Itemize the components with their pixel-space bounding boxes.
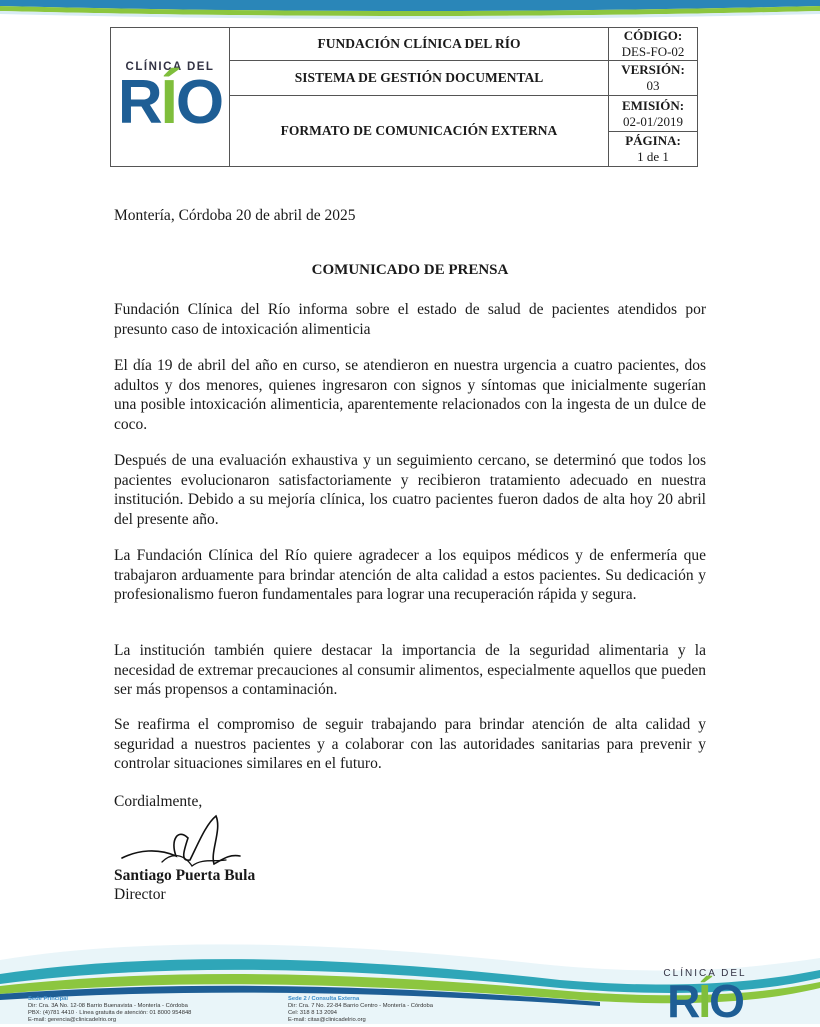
signer-role: Director (114, 886, 166, 903)
main-office-address: Dir: Cra. 3A No. 12-08 Barrio Buenavista - Montería - Córdoba (28, 1003, 188, 1009)
version-cell (609, 61, 698, 96)
main-office-phone: PBX: (4)781 4410 · Línea gratuita de atención: 01 8000 954848 (28, 1010, 192, 1016)
page-label: PÁGINA: (625, 132, 681, 148)
footer-logo-word: CLÍNICA DEL (663, 968, 747, 979)
page-cell (609, 131, 698, 166)
format-name: FORMATO DE COMUNICACIÓN EXTERNA (230, 96, 609, 167)
branch-office-address: Dir: Cra. 7 No. 22-84 Barrio Centro - Montería - Córdoba (288, 1003, 433, 1009)
branch-office-phone: Cel: 318 8 13 2094 (288, 1010, 337, 1016)
paragraph-incident: El día 19 de abril del año en curso, se atendieron en nuestra urgencia a cuatro pacientes, dos adultos y dos menores, quienes ingresaron con signos y síntomas que inicialmente sugerían una posible intoxicación alimenticia, aparentemente relacionados con la ingesta de un dulce de coco. (114, 357, 706, 433)
paragraph-commitment: Se reafirma el compromiso de seguir trabajando para brindar atención de alta calidad y seguridad a nuestros pacientes y a colaborar con las autoridades sanitarias para prevenir y controlar situaciones similares en el futuro. (114, 716, 706, 772)
top-decorative-stripe (0, 0, 820, 22)
emission-value: 02-01/2019 (623, 113, 683, 129)
main-office-email: E-mail: gerencia@clinicadelrio.org (28, 1017, 117, 1023)
footer-logo (640, 968, 770, 1027)
press-release-title: COMUNICADO DE PRENSA (311, 262, 509, 278)
document-header-table (110, 27, 698, 167)
version-value: 03 (646, 78, 660, 94)
closing: Cordialmente, (114, 793, 203, 810)
footer-branch-office (288, 996, 498, 1024)
paragraph-outcome: Después de una evaluación exhaustiva y un seguimiento cercano, se determinó que todos los pacientes evolucionaron satisfactoriamente y recibieron tratamiento adecuado en nuestra institución. Debido a su mejoría clínica, los cuatro pacientes fueron dados de alta hoy 20 abril del presente año. (114, 452, 706, 528)
page-value: 1 de 1 (637, 148, 669, 164)
paragraph-food-safety: La institución también quiere destacar la importancia de la seguridad alimentaria y la necesidad de extremar precauciones al consumir alimentos, especialmente aquellos que pueden ser más propensos a contaminación. (114, 642, 706, 698)
code-value: DES-FO-02 (621, 44, 685, 60)
code-label: CÓDIGO: (623, 28, 683, 44)
header-logo-cell (111, 28, 230, 167)
logo-word: CLÍNICA DEL (125, 61, 215, 73)
footer-logo-mark: RÍO (667, 975, 743, 1027)
paragraph-thanks: La Fundación Clínica del Río quiere agradecer a los equipos médicos y de enfermería que trabajaron arduamente para brindar atención de alta calidad a estos pacientes. Su dedicación y profesionalismo fueron fundamentales para lograr una recuperación rápida y segura. (114, 547, 706, 603)
place-date: Montería, Córdoba 20 de abril de 2025 (114, 207, 356, 224)
org-name: FUNDACIÓN CLÍNICA DEL RÍO (230, 28, 609, 61)
branch-office-heading: Sede 2 / Consulta Externa (288, 996, 360, 1002)
branch-office-email: E-mail: citas@clinicadelrio.org (288, 1017, 366, 1023)
system-name: SISTEMA DE GESTIÓN DOCUMENTAL (230, 61, 609, 96)
emission-label: EMISIÓN: (621, 97, 685, 113)
version-label: VERSIÓN: (621, 62, 685, 78)
code-cell (609, 28, 698, 61)
footer-main-office (28, 996, 258, 1024)
main-office-heading: Sede Principal (28, 996, 68, 1002)
signer-name: Santiago Puerta Bula (114, 867, 256, 884)
emission-cell (609, 96, 698, 131)
logo-mark: RÍO (117, 68, 223, 137)
clinica-del-rio-logo (111, 61, 229, 137)
paragraph-intro: Fundación Clínica del Río informa sobre el estado de salud de pacientes atendidos por presunto caso de intoxicación alimenticia (114, 301, 706, 338)
